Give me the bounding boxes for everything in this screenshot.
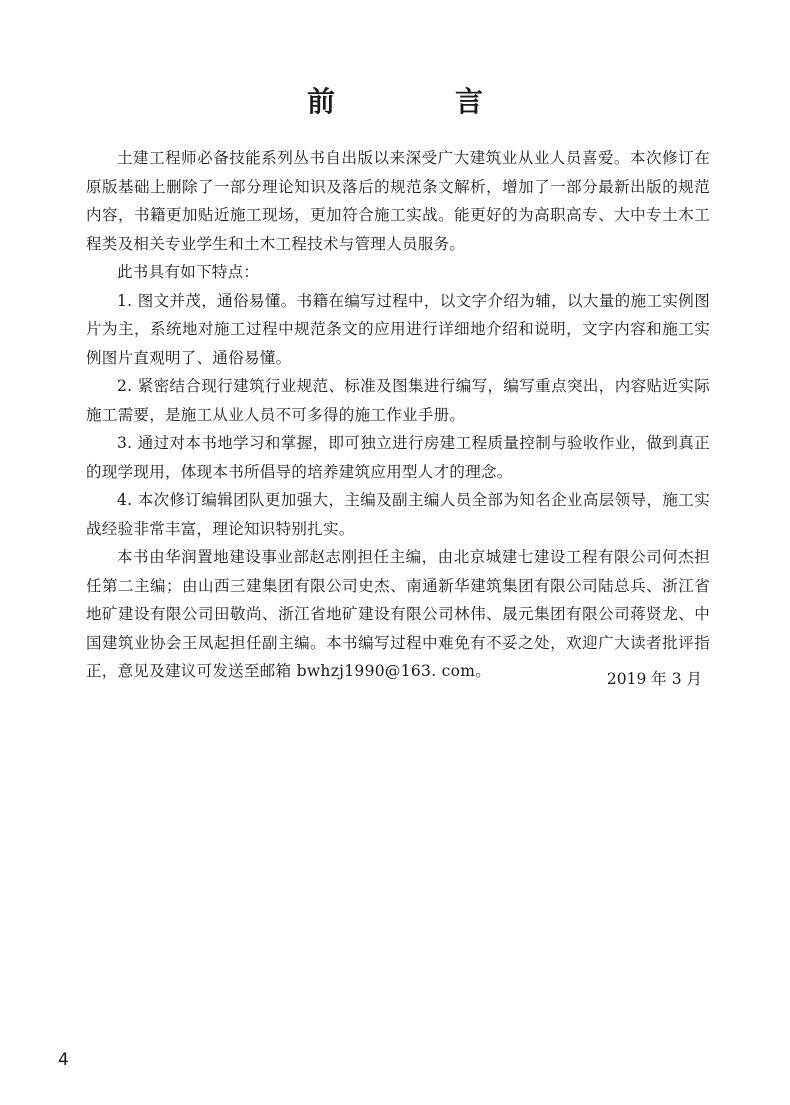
preface-body <box>86 144 710 686</box>
paragraph-intro: 土建工程师必备技能系列丛书自出版以来深受广大建筑业从业人员喜爱。本次修订在原版基础上删除了一部分理论知识及落后的规范条文解析，增加了一部分最新出版的规范内容，书籍更加贴近施工现场，更加符合施工实战。能更好的为高职高专、大中专土木工程类及相关专业学生和土木工程技术与管理人员服务。 <box>86 149 710 253</box>
page-number: 4 <box>58 1050 69 1070</box>
page-title: 前 言 <box>306 84 529 118</box>
paragraph-features-heading: 此书具有如下特点： <box>117 263 260 281</box>
paragraph-editors: 本书由华润置地建设事业部赵志刚担任主编，由北京城建七建设工程有限公司何杰担任第二主编；由山西三建集团有限公司史杰、南通新华建筑集团有限公司陆总兵、浙江省地矿建设有限公司田敬尚、浙江省地矿建设有限公司林伟、晟元集团有限公司蒋贤龙、中国建筑业协会王凤起担任副主编。本书编写过程中难免有不妥之处，欢迎广大读者批评指正，意见及建议可发送至邮箱 bwhzj1990@163. com。 <box>86 548 710 680</box>
preface-date: 2019 年 3 月 <box>606 670 702 688</box>
paragraph-feature-1: 1. 图文并茂，通俗易懂。书籍在编写过程中，以文字介绍为辅，以大量的施工实例图片为主，系统地对施工过程中规范条文的应用进行详细地介绍和说明，文字内容和施工实例图片直观明了、通俗易懂。 <box>86 291 710 367</box>
paragraph-feature-3: 3. 通过对本书地学习和掌握，即可独立进行房建工程质量控制与验收作业，做到真正的现学现用，体现本书所倡导的培养建筑应用型人才的理念。 <box>86 434 710 481</box>
paragraph-feature-4: 4. 本次修订编辑团队更加强大，主编及副主编人员全部为知名企业高层领导，施工实战经验非常丰富，理论知识特别扎实。 <box>86 491 710 538</box>
paragraph-feature-2: 2. 紧密结合现行建筑行业规范、标准及图集进行编写，编写重点突出，内容贴近实际施工需要，是施工从业人员不可多得的施工作业手册。 <box>86 377 710 424</box>
